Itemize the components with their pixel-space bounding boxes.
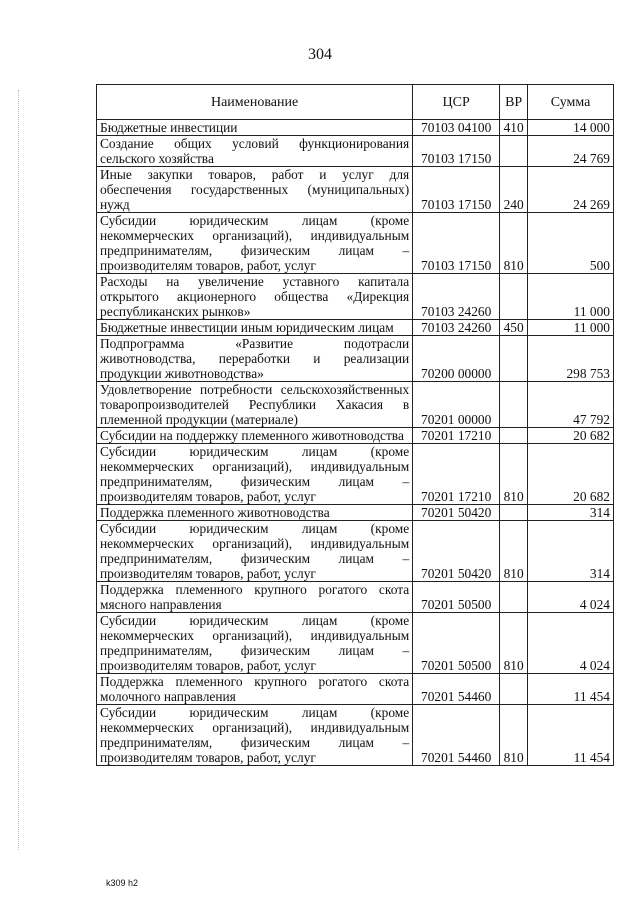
table-row (97, 213, 614, 274)
row-csr-cell: 70103 17150 (413, 167, 500, 213)
row-sum-cell: 314 (528, 505, 614, 521)
footer-code: k309 h2 (106, 878, 139, 888)
row-sum-cell: 24 769 (528, 136, 614, 167)
row-sum-cell: 11 000 (528, 320, 614, 336)
row-name-cell: Субсидии юридическим лицам (кроме некоммерческих организаций), индивидуальным предпринимателям, физическим лицам – производителям товаров, работ, услуг (97, 705, 413, 766)
row-sum-cell: 4 024 (528, 582, 614, 613)
table-row (97, 582, 614, 613)
table-row (97, 120, 614, 136)
table-row (97, 320, 614, 336)
table-row (97, 521, 614, 582)
row-vr-cell: 410 (500, 120, 528, 136)
row-sum-cell: 47 792 (528, 382, 614, 428)
row-vr-cell: 810 (500, 705, 528, 766)
row-name-cell: Расходы на увеличение уставного капитала открытого акционерного общества «Дирекция республиканских рынков» (97, 274, 413, 320)
row-sum-cell: 298 753 (528, 336, 614, 382)
row-csr-cell: 70103 04100 (413, 120, 500, 136)
row-sum-cell: 4 024 (528, 613, 614, 674)
row-name-cell: Субсидии юридическим лицам (кроме некоммерческих организаций), индивидуальным предпринимателям, физическим лицам – производителям товаров, работ, услуг (97, 213, 413, 274)
table-row (97, 167, 614, 213)
row-vr-cell: 810 (500, 444, 528, 505)
row-csr-cell: 70201 50420 (413, 521, 500, 582)
row-name-cell: Подпрограмма «Развитие подотрасли животноводства, переработки и реализации продукции животноводства» (97, 336, 413, 382)
row-csr-cell: 70201 50420 (413, 505, 500, 521)
row-vr-cell (500, 428, 528, 444)
row-sum-cell: 11 454 (528, 674, 614, 705)
budget-table (96, 84, 614, 766)
row-vr-cell (500, 674, 528, 705)
page-number: 304 (308, 46, 332, 63)
row-name-cell: Поддержка племенного крупного рогатого скота молочного направления (97, 674, 413, 705)
row-vr-cell (500, 382, 528, 428)
row-vr-cell (500, 136, 528, 167)
table-row (97, 705, 614, 766)
table-row (97, 444, 614, 505)
row-name-cell: Поддержка племенного животноводства (97, 505, 413, 521)
table-header-row (97, 85, 614, 120)
row-csr-cell: 70103 24260 (413, 274, 500, 320)
table-row (97, 613, 614, 674)
row-name-cell: Бюджетные инвестиции иным юридическим лицам (97, 320, 413, 336)
table-row (97, 428, 614, 444)
row-name-cell: Бюджетные инвестиции (97, 120, 413, 136)
row-vr-cell (500, 336, 528, 382)
row-csr-cell: 70201 50500 (413, 582, 500, 613)
row-csr-cell: 70201 54460 (413, 674, 500, 705)
table-row (97, 382, 614, 428)
row-sum-cell: 20 682 (528, 444, 614, 505)
row-name-cell: Создание общих условий функционирования сельского хозяйства (97, 136, 413, 167)
row-vr-cell (500, 582, 528, 613)
row-csr-cell: 70103 17150 (413, 136, 500, 167)
row-sum-cell: 20 682 (528, 428, 614, 444)
header-csr: ЦСР (413, 85, 500, 120)
row-vr-cell: 810 (500, 213, 528, 274)
table-row (97, 136, 614, 167)
row-vr-cell (500, 505, 528, 521)
table-row (97, 674, 614, 705)
row-vr-cell: 240 (500, 167, 528, 213)
row-csr-cell: 70201 54460 (413, 705, 500, 766)
row-name-cell: Удовлетворение потребности сельскохозяйственных товаропроизводителей Республики Хакасия в племенной продукции (материале) (97, 382, 413, 428)
row-csr-cell: 70200 00000 (413, 336, 500, 382)
row-name-cell: Иные закупки товаров, работ и услуг для обеспечения государственных (муниципальных) нужд (97, 167, 413, 213)
row-csr-cell: 70201 17210 (413, 444, 500, 505)
table-row (97, 505, 614, 521)
row-sum-cell: 11 000 (528, 274, 614, 320)
header-sum: Сумма (528, 85, 614, 120)
row-vr-cell: 810 (500, 613, 528, 674)
row-csr-cell: 70201 00000 (413, 382, 500, 428)
row-vr-cell: 450 (500, 320, 528, 336)
row-vr-cell: 810 (500, 521, 528, 582)
row-sum-cell: 24 269 (528, 167, 614, 213)
header-name: Наименование (97, 85, 413, 120)
row-name-cell: Субсидии на поддержку племенного животноводства (97, 428, 413, 444)
row-sum-cell: 11 454 (528, 705, 614, 766)
row-name-cell: Субсидии юридическим лицам (кроме некоммерческих организаций), индивидуальным предпринимателям, физическим лицам – производителям товаров, работ, услуг (97, 444, 413, 505)
row-name-cell: Субсидии юридическим лицам (кроме некоммерческих организаций), индивидуальным предпринимателям, физическим лицам – производителям товаров, работ, услуг (97, 521, 413, 582)
row-vr-cell (500, 274, 528, 320)
row-csr-cell: 70103 24260 (413, 320, 500, 336)
row-csr-cell: 70201 50500 (413, 613, 500, 674)
row-sum-cell: 500 (528, 213, 614, 274)
row-name-cell: Поддержка племенного крупного рогатого скота мясного направления (97, 582, 413, 613)
row-csr-cell: 70103 17150 (413, 213, 500, 274)
row-sum-cell: 14 000 (528, 120, 614, 136)
table-row (97, 336, 614, 382)
header-vr: ВР (500, 85, 528, 120)
row-name-cell: Субсидии юридическим лицам (кроме некоммерческих организаций), индивидуальным предпринимателям, физическим лицам – производителям товаров, работ, услуг (97, 613, 413, 674)
row-sum-cell: 314 (528, 521, 614, 582)
margin-perforation (18, 90, 21, 850)
table-row (97, 274, 614, 320)
row-csr-cell: 70201 17210 (413, 428, 500, 444)
